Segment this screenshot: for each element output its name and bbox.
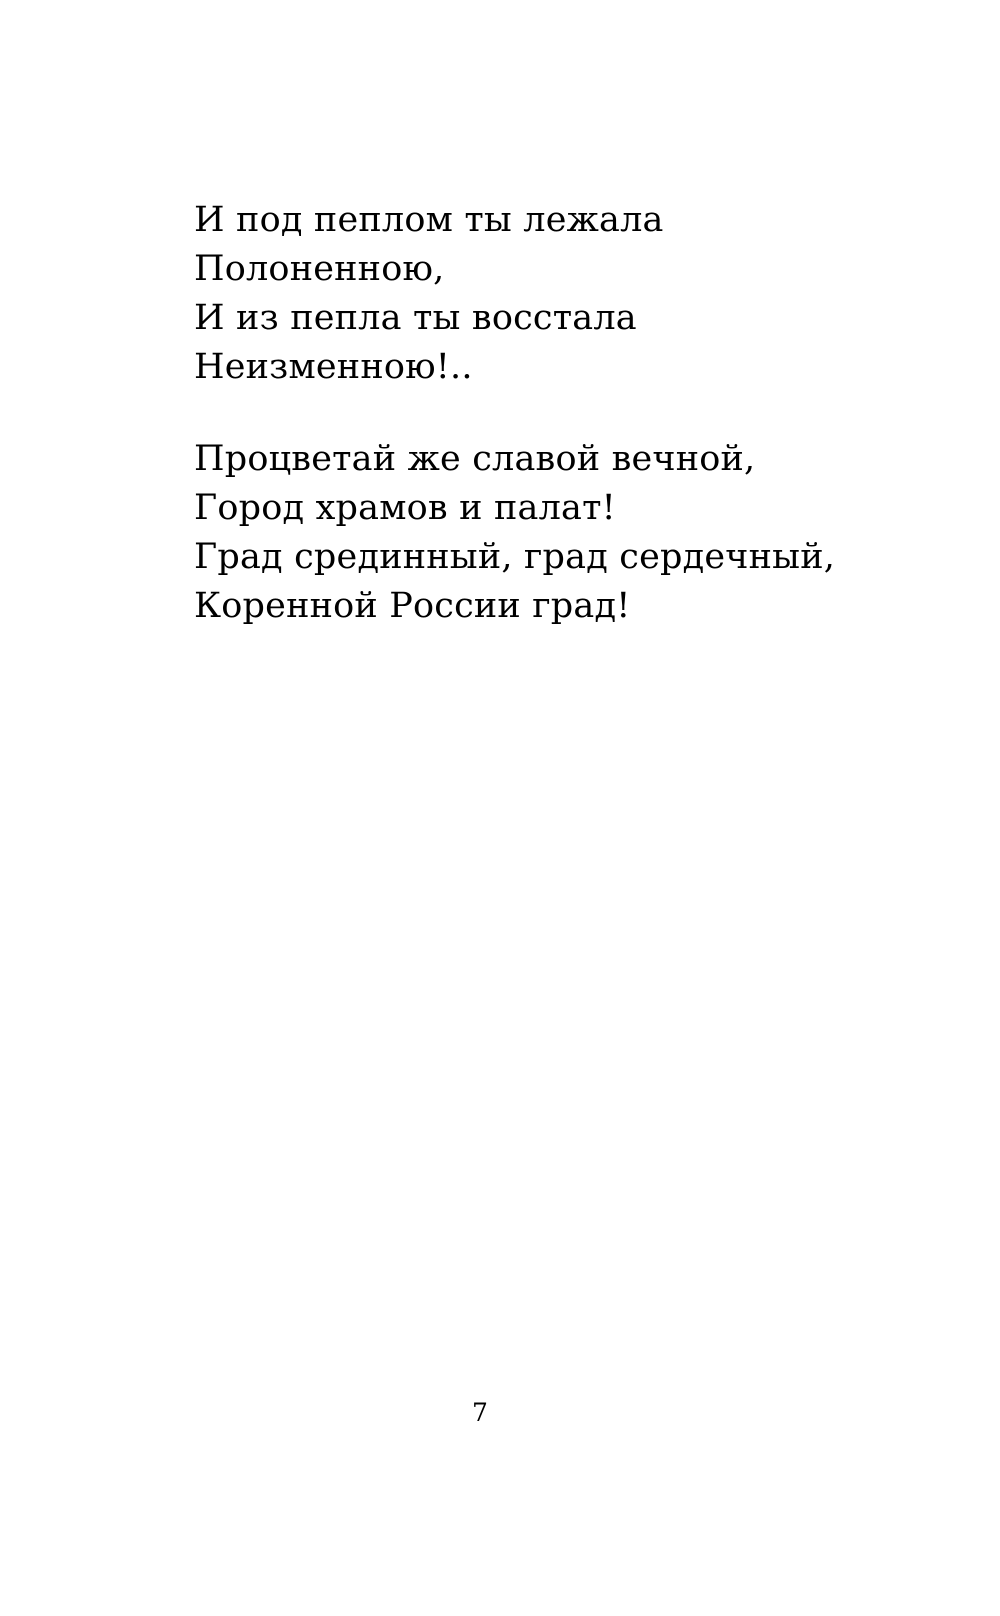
poem-line: Неизменною!.. <box>194 347 473 387</box>
poem-text <box>194 196 954 631</box>
poem-line: И из пепла ты восстала <box>194 298 637 338</box>
poem-line: Процветай же славой вечной, <box>194 439 756 479</box>
stanza-1 <box>194 196 954 392</box>
poem-line: Полоненною, <box>194 249 445 289</box>
stanza-2 <box>194 435 954 631</box>
poem-line: Коренной России град! <box>194 586 631 626</box>
poem-line: И под пеплом ты лежала <box>194 200 664 240</box>
page-number: 7 <box>472 1398 488 1427</box>
poem-line: Град срединный, град сердечный, <box>194 537 836 577</box>
poem-line: Город храмов и палат! <box>194 488 616 528</box>
